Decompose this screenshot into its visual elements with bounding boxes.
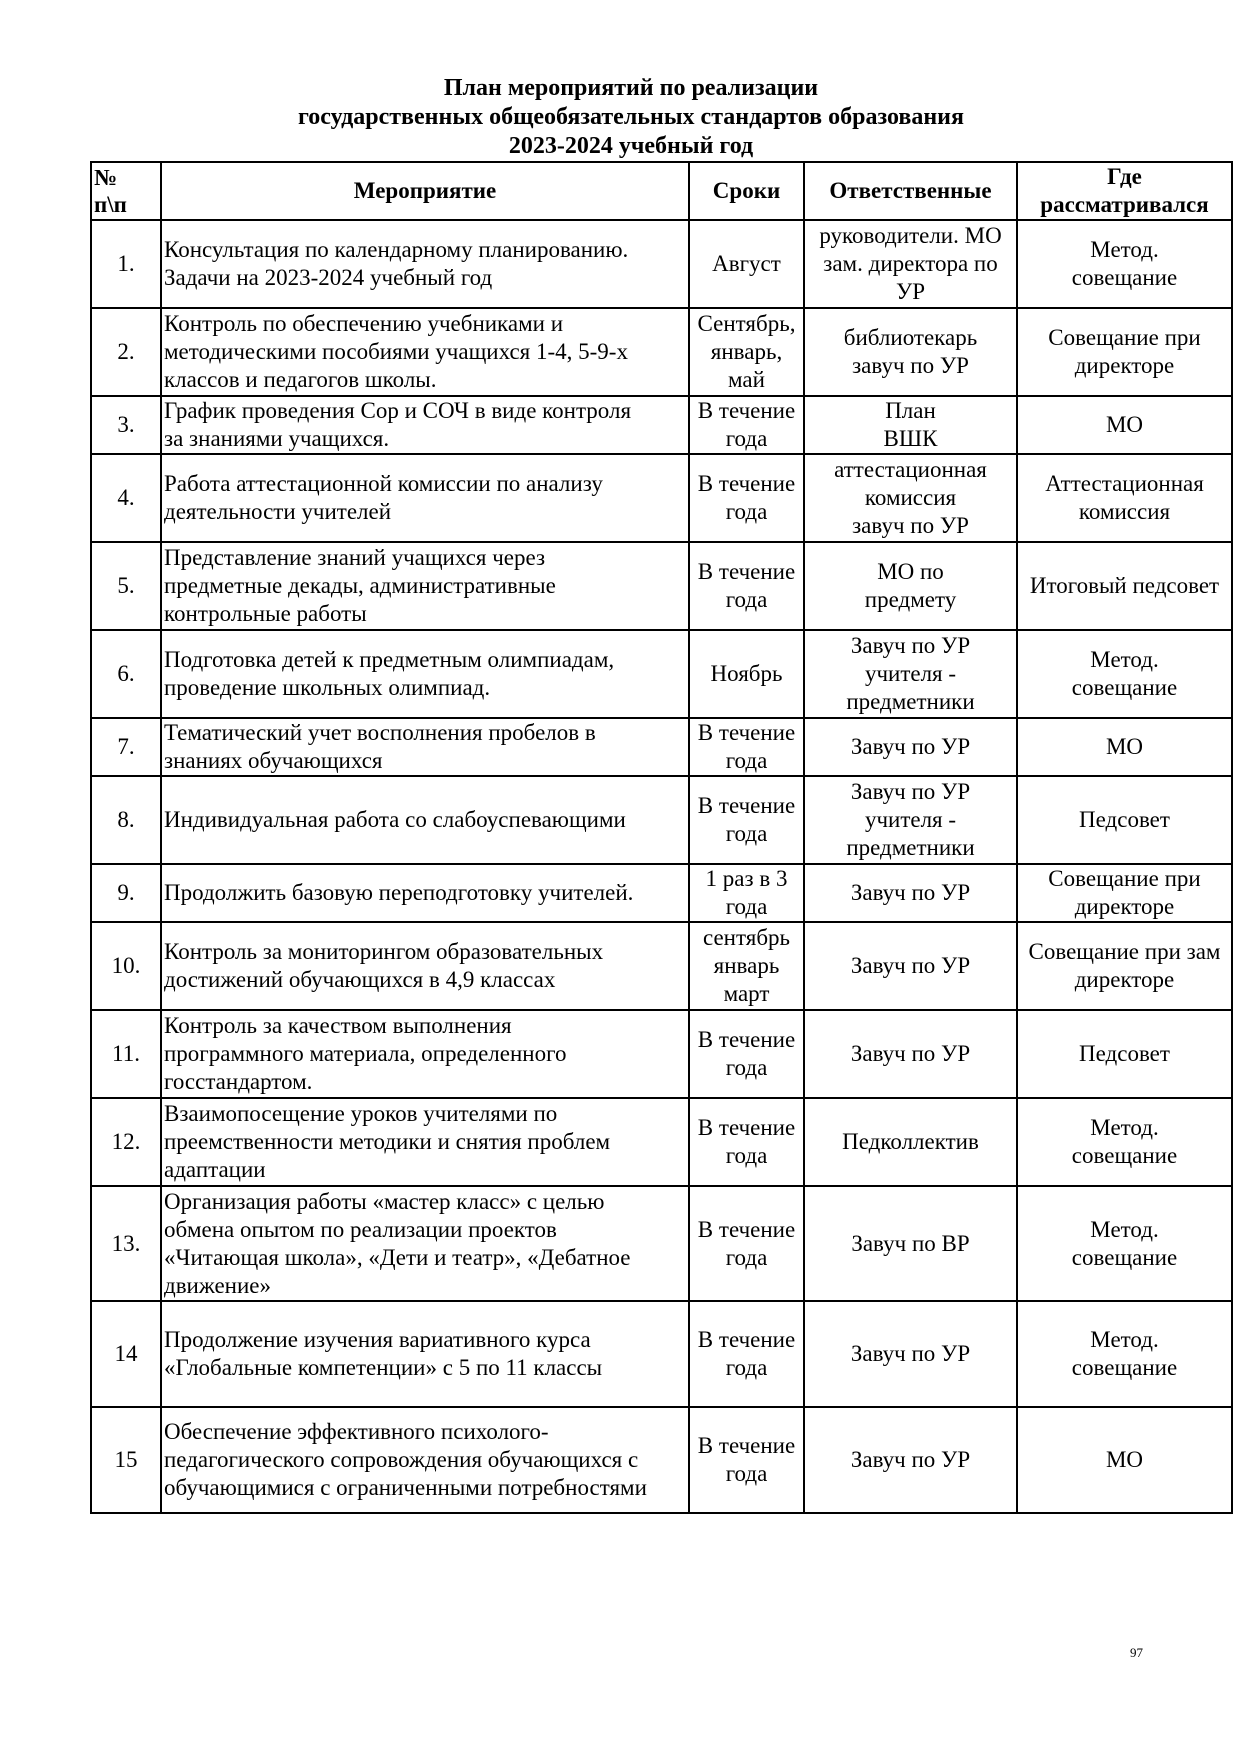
- table-row: [91, 542, 1232, 630]
- row-responsible: Завуч по УР учителя - предметники: [804, 630, 1017, 718]
- table-row: [91, 220, 1232, 308]
- row-event: Обеспечение эффективного психолого- педагогического сопровождения обучающихся с обучающимися с ограниченными потребностями: [161, 1407, 689, 1513]
- header-number: № п\п: [91, 162, 161, 220]
- table-row: [91, 308, 1232, 396]
- row-where: Метод. совещание: [1017, 630, 1232, 718]
- row-number: 4.: [91, 454, 161, 542]
- row-responsible: План ВШК: [804, 396, 1017, 454]
- row-number: 10.: [91, 922, 161, 1010]
- row-event: График проведения Сор и СОЧ в виде контроля за знаниями учащихся.: [161, 396, 689, 454]
- row-where: Метод. совещание: [1017, 1301, 1232, 1407]
- row-responsible: Завуч по УР: [804, 922, 1017, 1010]
- table-row: [91, 1186, 1232, 1301]
- row-number: 13.: [91, 1186, 161, 1301]
- table-row: [91, 1407, 1232, 1513]
- row-term: В течение года: [689, 1301, 804, 1407]
- row-where: Метод. совещание: [1017, 1098, 1232, 1186]
- table-row: [91, 864, 1232, 922]
- row-number: 2.: [91, 308, 161, 396]
- row-responsible: аттестационная комиссия завуч по УР: [804, 454, 1017, 542]
- row-term: В течение года: [689, 1186, 804, 1301]
- row-event: Представление знаний учащихся через предметные декады, административные контрольные работы: [161, 542, 689, 630]
- row-where: Педсовет: [1017, 776, 1232, 864]
- row-term: В течение года: [689, 454, 804, 542]
- row-where: МО: [1017, 396, 1232, 454]
- table-row: [91, 776, 1232, 864]
- row-event: Тематический учет восполнения пробелов в знаниях обучающихся: [161, 718, 689, 776]
- row-where: Метод. совещание: [1017, 1186, 1232, 1301]
- row-term: В течение года: [689, 1098, 804, 1186]
- table-row: [91, 396, 1232, 454]
- row-number: 15: [91, 1407, 161, 1513]
- row-responsible: Завуч по УР: [804, 864, 1017, 922]
- row-event: Взаимопосещение уроков учителями по преемственности методики и снятия проблем адаптации: [161, 1098, 689, 1186]
- row-responsible: Завуч по УР: [804, 1301, 1017, 1407]
- table-header-row: [91, 162, 1232, 220]
- table-row: [91, 922, 1232, 1010]
- row-number: 12.: [91, 1098, 161, 1186]
- row-responsible: Завуч по УР учителя - предметники: [804, 776, 1017, 864]
- row-where: Совещание при директоре: [1017, 864, 1232, 922]
- table-row: [91, 454, 1232, 542]
- row-where: МО: [1017, 718, 1232, 776]
- row-number: 1.: [91, 220, 161, 308]
- row-term: В течение года: [689, 1010, 804, 1098]
- row-number: 9.: [91, 864, 161, 922]
- row-event: Контроль по обеспечению учебниками и методическими пособиями учащихся 1-4, 5-9-х классов и педагогов школы.: [161, 308, 689, 396]
- row-responsible: Завуч по УР: [804, 1407, 1017, 1513]
- row-responsible: Завуч по УР: [804, 1010, 1017, 1098]
- row-event: Продолжение изучения вариативного курса «Глобальные компетенции» с 5 по 11 классы: [161, 1301, 689, 1407]
- row-term: В течение года: [689, 776, 804, 864]
- row-event: Индивидуальная работа со слабоуспевающими: [161, 776, 689, 864]
- title-line-2: государственных общеобязательных стандартов образования: [298, 104, 964, 130]
- row-term: 1 раз в 3 года: [689, 864, 804, 922]
- table-row: [91, 1010, 1232, 1098]
- row-responsible: библиотекарь завуч по УР: [804, 308, 1017, 396]
- table-row: [91, 718, 1232, 776]
- row-term: Ноябрь: [689, 630, 804, 718]
- row-number: 7.: [91, 718, 161, 776]
- row-responsible: Завуч по ВР: [804, 1186, 1017, 1301]
- row-number: 11.: [91, 1010, 161, 1098]
- title-line-3: 2023-2024 учебный год: [508, 133, 754, 159]
- row-where: Метод. совещание: [1017, 220, 1232, 308]
- plan-table: [90, 161, 1233, 1514]
- row-responsible: МО по предмету: [804, 542, 1017, 630]
- row-number: 8.: [91, 776, 161, 864]
- row-term: В течение года: [689, 718, 804, 776]
- row-event: Организация работы «мастер класс» с целью обмена опытом по реализации проектов «Читающая школа», «Дети и театр», «Дебатное движение»: [161, 1186, 689, 1301]
- table-row: [91, 1098, 1232, 1186]
- header-event: Мероприятие: [161, 162, 689, 220]
- row-number: 6.: [91, 630, 161, 718]
- table-row: [91, 1301, 1232, 1407]
- row-term: Сентябрь, январь, май: [689, 308, 804, 396]
- header-responsible: Ответственные: [804, 162, 1017, 220]
- row-term: В течение года: [689, 542, 804, 630]
- row-event: Консультация по календарному планированию. Задачи на 2023-2024 учебный год: [161, 220, 689, 308]
- row-where: Итоговый педсовет: [1017, 542, 1232, 630]
- row-where: МО: [1017, 1407, 1232, 1513]
- row-number: 3.: [91, 396, 161, 454]
- row-event: Контроль за мониторингом образовательных достижений обучающихся в 4,9 классах: [161, 922, 689, 1010]
- row-term: Август: [689, 220, 804, 308]
- row-event: Контроль за качеством выполнения программного материала, определенного госстандартом.: [161, 1010, 689, 1098]
- row-event: Работа аттестационной комиссии по анализу деятельности учителей: [161, 454, 689, 542]
- row-number: 5.: [91, 542, 161, 630]
- row-where: Педсовет: [1017, 1010, 1232, 1098]
- row-where: Совещание при зам директоре: [1017, 922, 1232, 1010]
- header-term: Сроки: [689, 162, 804, 220]
- row-responsible: руководители. МО зам. директора по УР: [804, 220, 1017, 308]
- row-event: Продолжить базовую переподготовку учителей.: [161, 864, 689, 922]
- row-where: Аттестационная комиссия: [1017, 454, 1232, 542]
- row-term: В течение года: [689, 396, 804, 454]
- row-responsible: Завуч по УР: [804, 718, 1017, 776]
- row-term: сентябрь январь март: [689, 922, 804, 1010]
- row-event: Подготовка детей к предметным олимпиадам, проведение школьных олимпиад.: [161, 630, 689, 718]
- page-number: 97: [1130, 1645, 1143, 1660]
- title-line-1: План мероприятий по реализации: [443, 75, 819, 101]
- row-number: 14: [91, 1301, 161, 1407]
- header-where: Где рассматривался: [1017, 162, 1232, 220]
- row-term: В течение года: [689, 1407, 804, 1513]
- document-title: [0, 74, 1240, 161]
- row-responsible: Педколлектив: [804, 1098, 1017, 1186]
- row-where: Совещание при директоре: [1017, 308, 1232, 396]
- table-row: [91, 630, 1232, 718]
